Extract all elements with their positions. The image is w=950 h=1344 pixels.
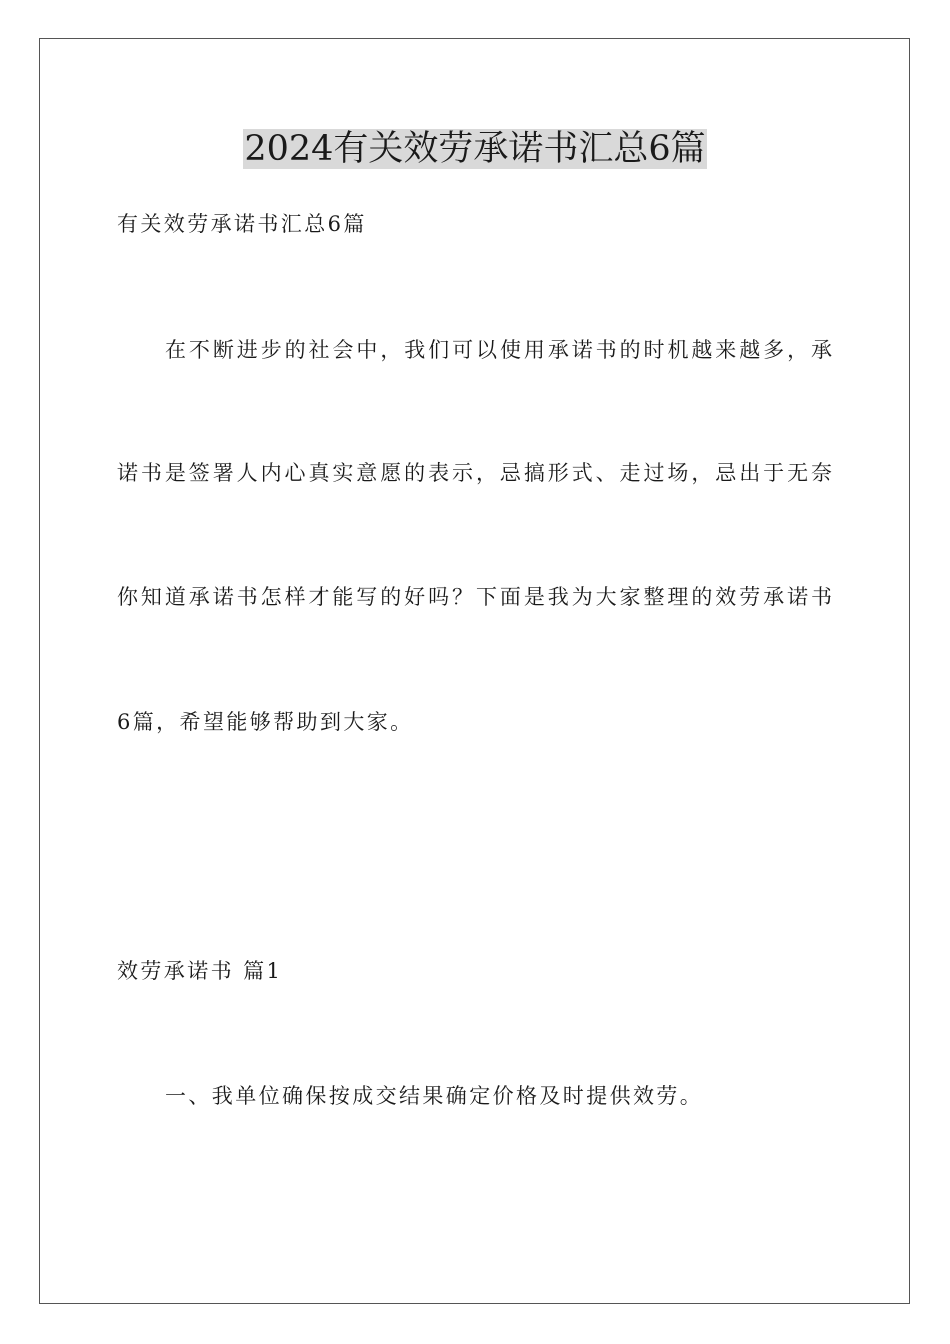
- section-heading: 效劳承诺书 篇1: [117, 959, 283, 983]
- intro-line-1: 在不断进步的社会中，我们可以使用承诺书的时机越来越多，承: [165, 338, 832, 362]
- intro-line-3: 你知道承诺书怎样才能写的好吗？下面是我为大家整理的效劳承诺书: [117, 585, 832, 609]
- intro-line-2: 诺书是签署人内心真实意愿的表示，忌搞形式、走过场，忌出于无奈: [117, 461, 832, 485]
- section-paragraph-line: 一、我单位确保按成交结果确定价格及时提供效劳。: [165, 1084, 704, 1108]
- document-title: [0, 126, 950, 172]
- intro-line-4: 6篇，希望能够帮助到大家。: [117, 710, 414, 734]
- document-title-text: 2024有关效劳承诺书汇总6篇: [244, 129, 706, 169]
- document-subtitle: 有关效劳承诺书汇总6篇: [117, 212, 367, 236]
